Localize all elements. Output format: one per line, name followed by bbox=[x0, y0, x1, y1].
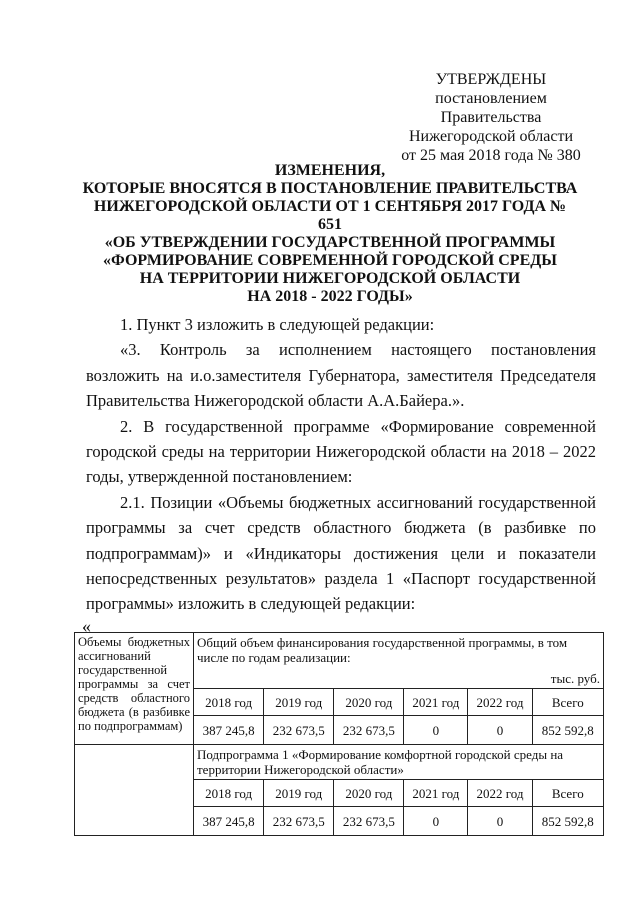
approval-stamp bbox=[386, 70, 596, 165]
document-body bbox=[86, 312, 596, 617]
value-cell: 387 245,8 bbox=[194, 807, 264, 836]
year-header: 2019 год bbox=[264, 780, 334, 807]
financing-label-cell: Объемы бюджетных ассигнований государственной программы за счет средств областного бюджета (в разбивке по подпрограммам) bbox=[75, 633, 194, 745]
opening-quote: « bbox=[82, 616, 91, 636]
title-line: «ОБ УТВЕРЖДЕНИИ ГОСУДАРСТВЕННОЙ ПРОГРАММЫ bbox=[104, 234, 556, 251]
total-caption-cell bbox=[194, 633, 604, 689]
paragraph-1: 1. Пункт 3 изложить в следующей редакции: bbox=[120, 315, 435, 334]
year-header: 2020 год bbox=[334, 689, 404, 716]
total-header: Всего bbox=[532, 689, 603, 716]
unit-label: тыс. руб. bbox=[550, 671, 600, 686]
total-value-cell: 852 592,8 bbox=[532, 716, 603, 745]
value-cell: 0 bbox=[468, 716, 532, 745]
approval-line: Нижегородской области bbox=[408, 128, 573, 145]
year-header: 2018 год bbox=[194, 689, 264, 716]
title-line: НИЖЕГОРОДСКОЙ ОБЛАСТИ ОТ 1 СЕНТЯБРЯ 2017 ГОДА № 651 bbox=[93, 198, 567, 233]
year-header: 2020 год bbox=[334, 780, 404, 807]
year-header: 2021 год bbox=[404, 689, 468, 716]
value-cell: 232 673,5 bbox=[264, 716, 334, 745]
empty-label-cell bbox=[75, 745, 194, 836]
paragraph-2: «3. Контроль за исполнением настоящего постановления возложить на и.о.заместителя Губернатора, заместителя Председателя Правительства Нижегородской области А.А.Байера.». bbox=[86, 340, 596, 411]
financing-table bbox=[74, 632, 604, 836]
value-cell: 0 bbox=[404, 807, 468, 836]
approval-heading: УТВЕРЖДЕНЫ bbox=[435, 71, 547, 88]
document-title bbox=[80, 162, 580, 306]
value-cell: 232 673,5 bbox=[264, 807, 334, 836]
title-line: НА 2018 - 2022 ГОДЫ» bbox=[247, 288, 413, 305]
value-cell: 0 bbox=[468, 807, 532, 836]
value-cell: 0 bbox=[404, 716, 468, 745]
value-cell: 232 673,5 bbox=[334, 716, 404, 745]
year-header: 2022 год bbox=[468, 780, 532, 807]
paragraph-4: 2.1. Позиции «Объемы бюджетных ассигнований государственной программы за счет средств областного бюджета (в разбивке по подпрограммам)» и «Индикаторы достижения цели и показатели непосредственных результатов» раздела 1 «Паспорт государственной программы» изложить в следующей редакции: bbox=[86, 492, 596, 614]
title-line: КОТОРЫЕ ВНОСЯТСЯ В ПОСТАНОВЛЕНИЕ ПРАВИТЕЛЬСТВА bbox=[82, 180, 578, 197]
year-header: 2021 год bbox=[404, 780, 468, 807]
value-cell: 387 245,8 bbox=[194, 716, 264, 745]
year-header: 2019 год bbox=[264, 689, 334, 716]
total-caption: Общий объем финансирования государственной программы, в том числе по годам реализации: bbox=[197, 635, 568, 665]
paragraph-3: 2. В государственной программе «Формирование современной городской среды на территории Нижегородской области на 2018 – 2022 годы, утвержденной постановлением: bbox=[86, 416, 596, 487]
approval-date: от 25 мая 2018 года № 380 bbox=[401, 147, 581, 164]
approval-line: постановлением Правительства bbox=[435, 90, 547, 126]
year-header: 2018 год bbox=[194, 780, 264, 807]
year-header: 2022 год bbox=[468, 689, 532, 716]
total-value-cell: 852 592,8 bbox=[532, 807, 603, 836]
value-cell: 232 673,5 bbox=[334, 807, 404, 836]
subprogram-caption: Подпрограмма 1 «Формирование комфортной городской среды на территории Нижегородской области» bbox=[194, 745, 604, 780]
total-header: Всего bbox=[532, 780, 603, 807]
title-line: «ФОРМИРОВАНИЕ СОВРЕМЕННОЙ ГОРОДСКОЙ СРЕДЫ bbox=[103, 252, 557, 269]
title-line: НА ТЕРРИТОРИИ НИЖЕГОРОДСКОЙ ОБЛАСТИ bbox=[139, 270, 521, 287]
title-line: ИЗМЕНЕНИЯ, bbox=[274, 162, 386, 179]
